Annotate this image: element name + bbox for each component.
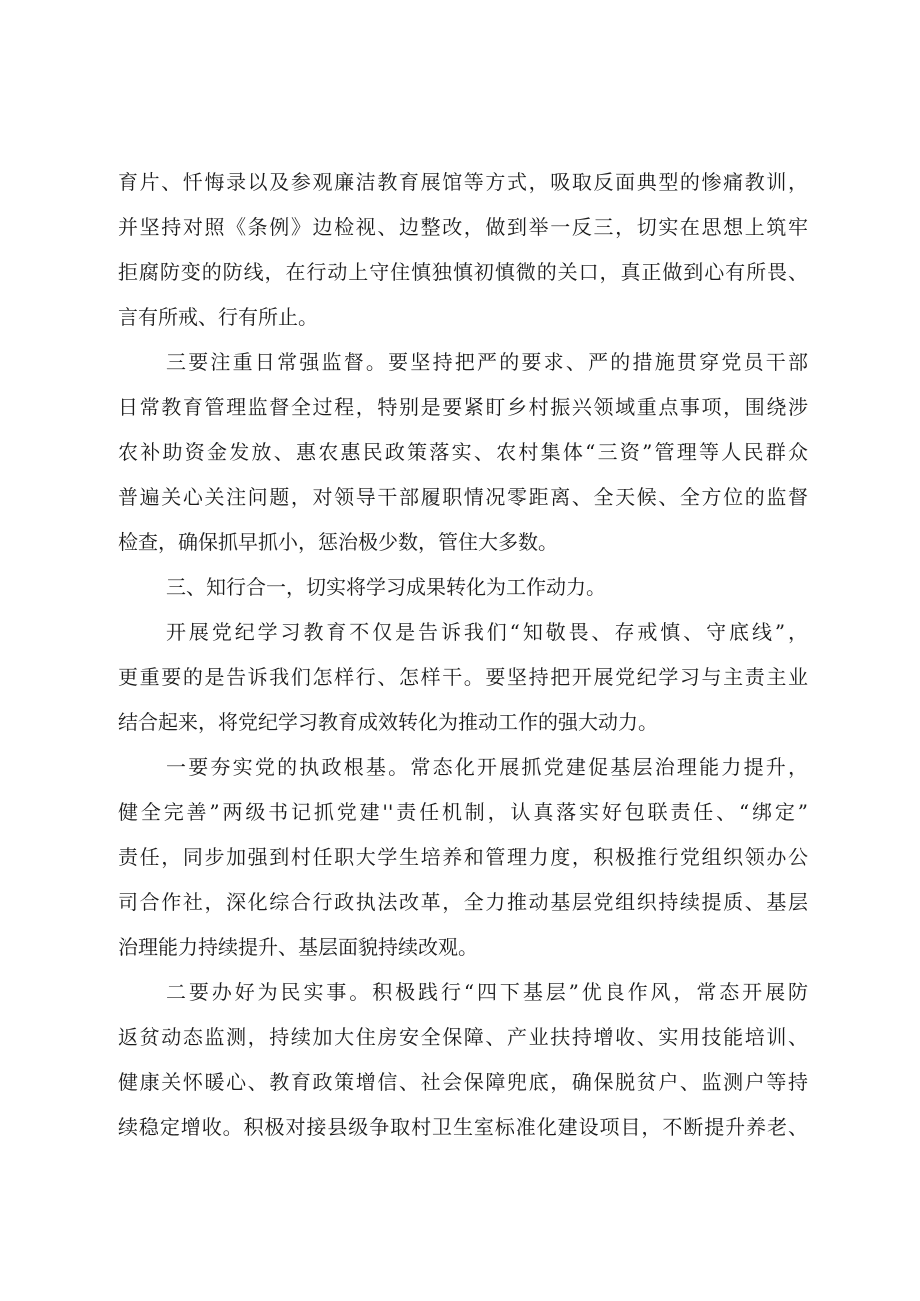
section-heading: 三、知行合一，切实将学习成果转化为工作动力。 <box>166 575 606 599</box>
paragraph-first-line: 一要夯实党的执政根基。常态化开展抓党建促基层治理能力提升， <box>166 755 808 779</box>
text-line: 拒腐防变的防线，在行动上守住慎独慎初慎微的关口，真正做到心有所畏、 <box>118 260 808 284</box>
paragraph-first-line: 开展党纪学习教育不仅是告诉我们“知敬畏、存戒慎、守底线”， <box>166 620 808 644</box>
text-line: 检查，确保抓早抓小，惩治极少数，管住大多数。 <box>118 530 558 554</box>
paragraph-first-line: 二要办好为民实事。积极践行“四下基层”优良作风，常态开展防 <box>166 980 808 1004</box>
text-line: 健康关怀暖心、教育政策增信、社会保障兜底，确保脱贫户、监测户等持 <box>118 1070 808 1094</box>
text-line: 司合作社，深化综合行政执法改革，全力推动基层党组织持续提质、基层 <box>118 890 808 914</box>
text-line: 责任，同步加强到村任职大学生培养和管理力度，积极推行党组织领办公 <box>118 845 808 869</box>
document-body <box>118 160 808 1150</box>
text-line: 返贫动态监测，持续加大住房安全保障、产业扶持增收、实用技能培训、 <box>118 1025 808 1049</box>
text-line: 普遍关心关注问题，对领导干部履职情况零距离、全天候、全方位的监督 <box>118 485 808 509</box>
text-line: 健全完善”两级书记抓党建''责任机制，认真落实好包联责任、“绑定” <box>118 800 808 824</box>
text-line: 育片、忏悔录以及参观廉洁教育展馆等方式，吸取反面典型的惨痛教训， <box>118 170 808 194</box>
paragraph-first-line: 三要注重日常强监督。要坚持把严的要求、严的措施贯穿党员干部 <box>166 350 808 374</box>
text-line: 言有所戒、行有所止。 <box>118 305 318 329</box>
text-line: 并坚持对照《条例》边检视、边整改，做到举一反三，切实在思想上筑牢 <box>118 215 808 239</box>
text-line: 治理能力持续提升、基层面貌持续改观。 <box>118 935 478 959</box>
text-line: 结合起来，将党纪学习教育成效转化为推动工作的强大动力。 <box>118 710 658 734</box>
text-line: 日常教育管理监督全过程，特别是要紧盯乡村振兴领域重点事项，围绕涉 <box>118 395 808 419</box>
text-line: 农补助资金发放、惠农惠民政策落实、农村集体“三资”管理等人民群众 <box>118 440 808 464</box>
text-line: 更重要的是告诉我们怎样行、怎样干。要坚持把开展党纪学习与主责主业 <box>118 665 808 689</box>
text-line: 续稳定增收。积极对接县级争取村卫生室标准化建设项目，不断提升养老、 <box>118 1115 808 1139</box>
